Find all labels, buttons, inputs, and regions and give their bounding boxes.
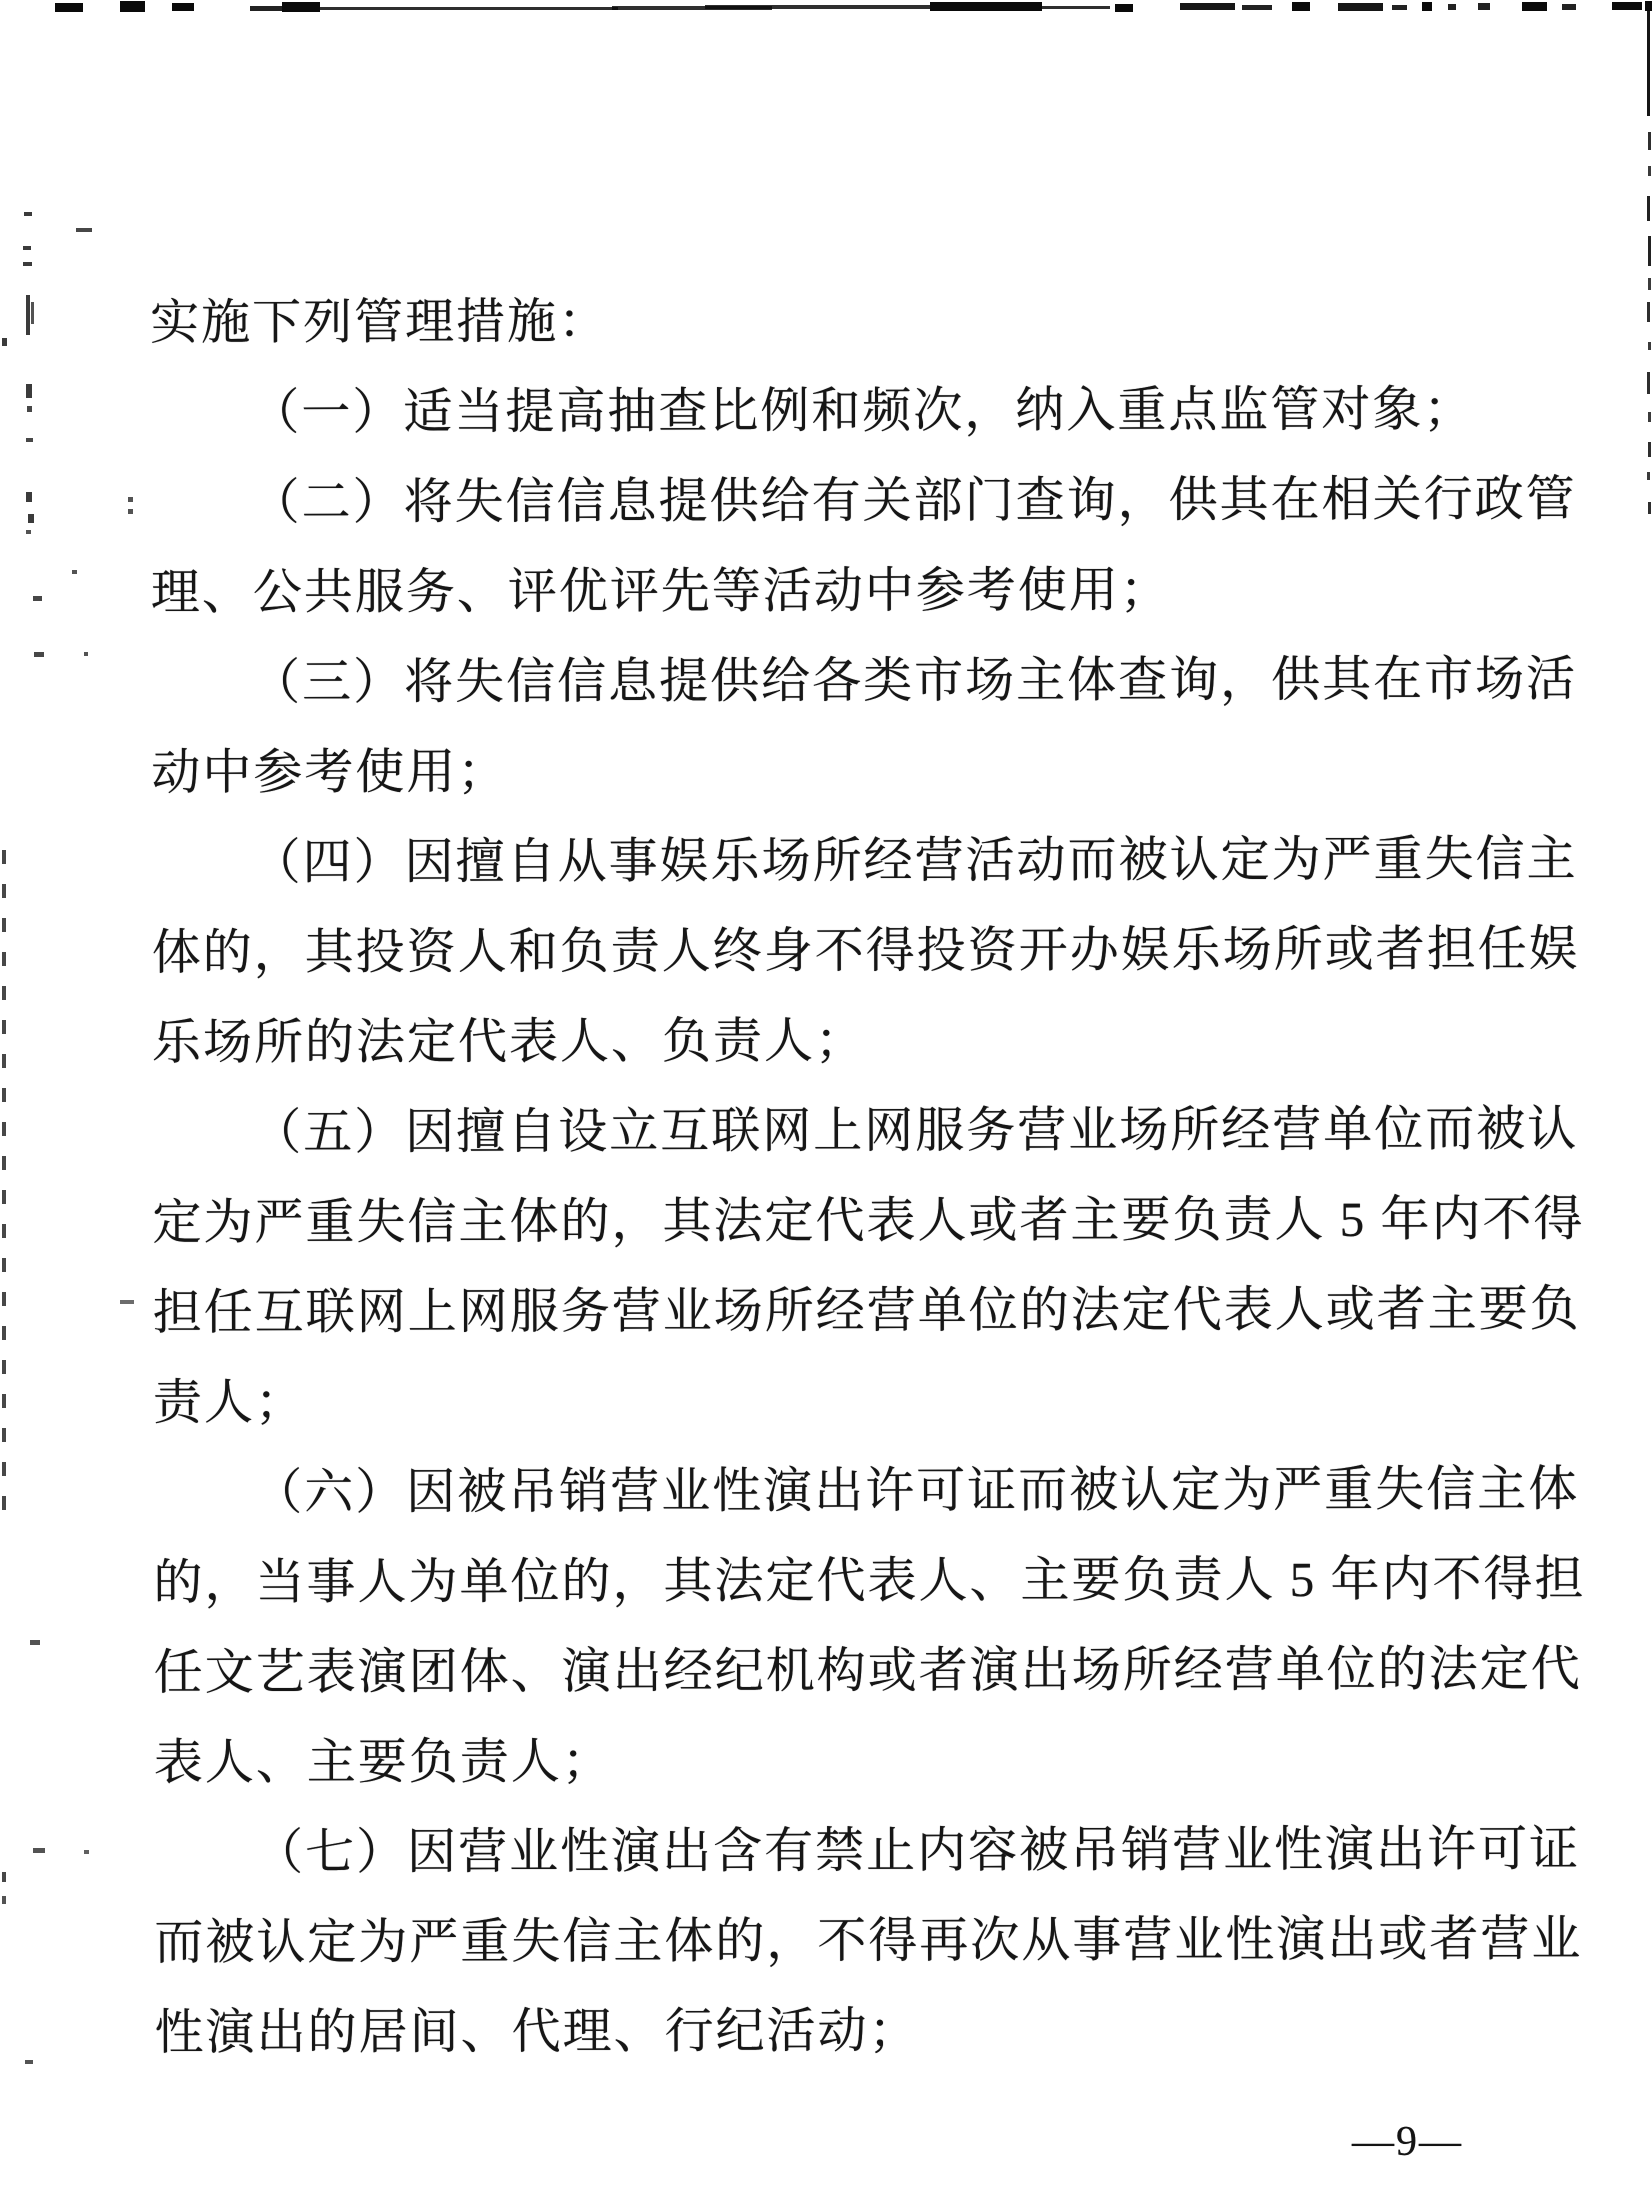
- noise-mark: [28, 514, 34, 523]
- noise-mark: [2, 1462, 6, 1476]
- text-line: 表人、主要负责人；: [153, 1733, 613, 1790]
- noise-mark: [2, 338, 7, 346]
- noise-mark: [1562, 4, 1576, 10]
- noise-mark: [30, 1640, 40, 1645]
- page-number: —9—: [1352, 2119, 1463, 2165]
- noise-mark: [2, 1896, 6, 1904]
- noise-mark: [1647, 196, 1650, 221]
- noise-mark: [1422, 2, 1432, 11]
- noise-mark: [2, 986, 6, 1000]
- noise-mark: [1648, 278, 1651, 290]
- text-line: （五）因擅自设立互联网上网服务营业场所经营单位而被认: [252, 1101, 1579, 1160]
- text-line: 责人；: [152, 1374, 307, 1430]
- noise-mark: [172, 3, 194, 11]
- noise-mark: [26, 438, 33, 442]
- noise-mark: [2, 1122, 6, 1136]
- noise-mark: [1647, 8, 1650, 116]
- text-line: （四）因擅自从事娱乐场所经营活动而被认定为严重失信主: [251, 831, 1578, 890]
- noise-mark: [282, 2, 320, 12]
- text-line: （七）因营业性演出含有禁止内容被吊销营业性演出许可证: [254, 1821, 1581, 1880]
- noise-mark: [2, 952, 6, 966]
- text-line: 性演出的居间、代理、行纪活动；: [154, 2002, 920, 2060]
- noise-mark: [2, 1872, 6, 1882]
- noise-mark: [1612, 2, 1642, 10]
- noise-mark: [705, 5, 935, 9]
- noise-mark: [1648, 166, 1651, 176]
- noise-mark: [1392, 5, 1407, 10]
- noise-mark: [33, 1848, 45, 1853]
- noise-mark: [2, 850, 6, 864]
- noise-mark: [1647, 302, 1650, 322]
- noise-mark: [76, 228, 92, 232]
- noise-mark: [2, 1496, 6, 1510]
- noise-mark: [120, 1300, 134, 1304]
- noise-mark: [1180, 3, 1235, 10]
- noise-mark: [23, 246, 31, 250]
- text-line: （一）适当提高抽查比例和频次，纳入重点监管对象；: [250, 381, 1475, 440]
- noise-mark: [120, 1, 145, 12]
- noise-mark: [1242, 5, 1272, 10]
- noise-mark: [2, 1224, 6, 1238]
- noise-mark: [1647, 372, 1650, 394]
- noise-mark: [2, 1428, 6, 1442]
- text-line: 动中参考使用；: [151, 744, 509, 800]
- noise-mark: [84, 652, 88, 656]
- noise-mark: [1647, 472, 1650, 480]
- text-line: 而被认定为严重失信主体的，不得再次从事营业性演出或者营业: [154, 1911, 1583, 1970]
- noise-mark: [930, 2, 1042, 11]
- document-text: [150, 274, 1615, 2078]
- text-line: 定为严重失信主体的，其法定代表人或者主要负责人 5 年内不得: [152, 1191, 1585, 1250]
- noise-mark: [1648, 236, 1651, 266]
- noise-mark: [1292, 2, 1310, 11]
- noise-mark: [2, 1054, 6, 1068]
- noise-mark: [33, 596, 42, 601]
- noise-mark: [34, 652, 44, 657]
- noise-mark: [1448, 4, 1456, 10]
- noise-mark: [25, 2060, 33, 2064]
- noise-mark: [84, 1850, 89, 1854]
- text-line: 实施下列管理措施：: [150, 293, 610, 350]
- noise-mark: [26, 530, 31, 534]
- noise-mark: [1648, 132, 1651, 150]
- text-line: 乐场所的法定代表人、负责人；: [151, 1013, 867, 1070]
- text-line: （三）将失信信息提供给各类市场主体查询，供其在市场活: [250, 651, 1578, 710]
- noise-mark: [26, 295, 30, 335]
- text-line: 理、公共服务、评优评先等活动中参考使用；: [150, 562, 1171, 620]
- noise-mark: [1042, 6, 1110, 9]
- noise-mark: [55, 3, 83, 12]
- noise-mark: [2, 1190, 6, 1204]
- noise-mark: [2, 1394, 6, 1408]
- text-line: 体的，其投资人和负责人终身不得投资开办娱乐场所或者担任娱: [151, 921, 1580, 980]
- noise-mark: [2, 1292, 6, 1306]
- noise-mark: [1648, 342, 1651, 350]
- noise-mark: [2, 1258, 6, 1272]
- text-line: 的，当事人为单位的，其法定代表人、主要负责人 5 年内不得担: [153, 1551, 1586, 1610]
- noise-mark: [2, 1156, 6, 1170]
- text-line: 担任互联网上网服务营业场所经营单位的法定代表人或者主要负: [152, 1281, 1581, 1340]
- noise-mark: [2, 1326, 6, 1340]
- noise-mark: [24, 212, 32, 216]
- noise-mark: [1648, 502, 1651, 514]
- noise-mark: [26, 384, 32, 398]
- noise-mark: [1115, 4, 1133, 12]
- noise-mark: [72, 570, 77, 574]
- text-line: （六）因被吊销营业性演出许可证而被认定为严重失信主体: [253, 1461, 1580, 1520]
- noise-mark: [2, 884, 6, 898]
- noise-mark: [1522, 2, 1547, 11]
- noise-mark: [23, 262, 32, 266]
- noise-mark: [1648, 412, 1651, 422]
- noise-mark: [128, 497, 133, 502]
- noise-mark: [31, 302, 34, 324]
- noise-mark: [2, 1360, 6, 1374]
- noise-mark: [27, 406, 32, 412]
- noise-mark: [2, 918, 6, 932]
- noise-mark: [1338, 3, 1383, 11]
- noise-mark: [2, 1088, 6, 1102]
- noise-mark: [1478, 3, 1490, 10]
- noise-mark: [318, 7, 618, 10]
- noise-mark: [1648, 442, 1651, 457]
- noise-mark: [26, 492, 32, 502]
- text-line: 任文艺表演团体、演出经纪机构或者演出场所经营单位的法定代: [153, 1641, 1582, 1700]
- noise-mark: [2, 1020, 6, 1034]
- noise-mark: [128, 509, 133, 514]
- text-line: （二）将失信信息提供给有关部门查询，供其在相关行政管: [250, 471, 1577, 530]
